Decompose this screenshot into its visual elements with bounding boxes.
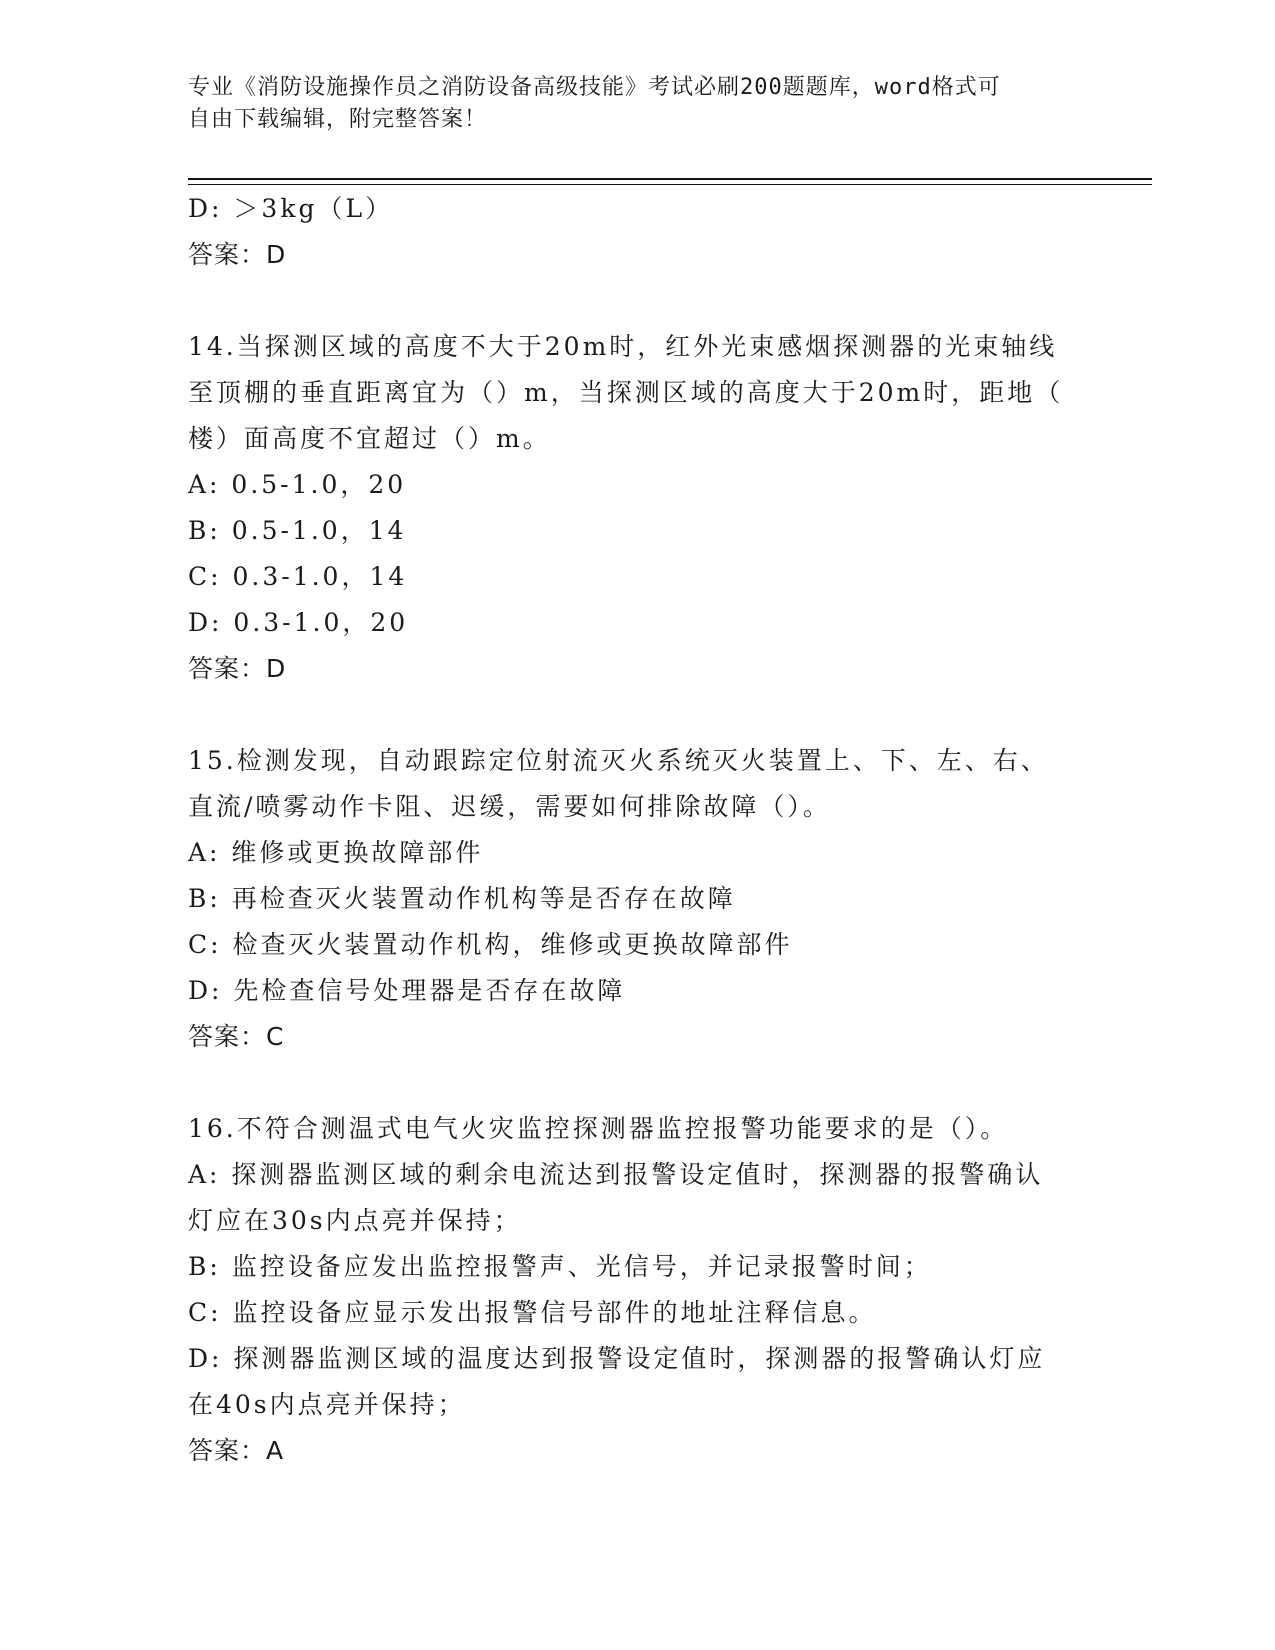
option-d: D: 探测器监测区域的温度达到报警设定值时，探测器的报警确认灯应 [188,1344,1046,1373]
question-content [188,186,1088,1474]
option-b: B: 0.5-1.0，14 [188,516,407,545]
header-title-line-1: 专业《消防设施操作员之消防设备高级技能》考试必刷200题题库，word格式可 [188,75,1001,100]
spacer [188,1060,1088,1106]
option-a: A: 0.5-1.0，20 [188,470,407,499]
question-15 [188,738,1088,1060]
answer-line: 答案：C [188,1022,285,1051]
option-c: C: 监控设备应显示发出报警信号部件的地址注释信息。 [188,1298,877,1327]
header-divider-thick [188,178,1152,180]
spacer [188,692,1088,738]
option-a: A: 探测器监测区域的剩余电流达到报警设定值时，探测器的报警确认 [188,1160,1044,1189]
spacer [188,278,1088,324]
option-b: B: 监控设备应发出监控报警声、光信号，并记录报警时间； [188,1252,932,1281]
option-d: D: ＞3kg（L） [188,194,394,223]
option-d: D: 0.3-1.0，20 [188,608,409,637]
question-14 [188,324,1088,692]
option-c: C: 检查灭火装置动作机构，维修或更换故障部件 [188,930,793,959]
question-stem-line: 至顶棚的垂直距离宜为（）m，当探测区域的高度大于20m时，距地（ [188,378,1064,407]
question-stem-line: 直流/喷雾动作卡阻、迟缓，需要如何排除故障（）。 [188,792,831,821]
option-a: A: 维修或更换故障部件 [188,838,484,867]
question-stem-line: 14.当探测区域的高度不大于20m时，红外光束感烟探测器的光束轴线 [188,332,1058,361]
question-16 [188,1106,1088,1474]
question-stem-line: 16.不符合测温式电气火灾监控探测器监控报警功能要求的是（）。 [188,1114,1009,1143]
answer-line: 答案：D [188,240,287,269]
option-b: B: 再检查灭火装置动作机构等是否存在故障 [188,884,736,913]
option-a-continued: 灯应在30s内点亮并保持； [188,1206,522,1235]
option-d: D: 先检查信号处理器是否存在故障 [188,976,626,1005]
option-d-continued: 在40s内点亮并保持； [188,1390,466,1419]
question-stem-line: 15.检测发现，自动跟踪定位射流灭火系统灭火装置上、下、左、右、 [188,746,1049,775]
header-divider-thin [188,184,1152,185]
page-header [188,72,1088,136]
question-stem-line: 楼）面高度不宜超过（）m。 [188,424,551,453]
header-title-line-2: 自由下载编辑，附完整答案！ [188,107,488,132]
question-13-fragment [188,186,1088,278]
answer-line: 答案：D [188,654,287,683]
answer-line: 答案：A [188,1436,285,1465]
option-c: C: 0.3-1.0，14 [188,562,408,591]
